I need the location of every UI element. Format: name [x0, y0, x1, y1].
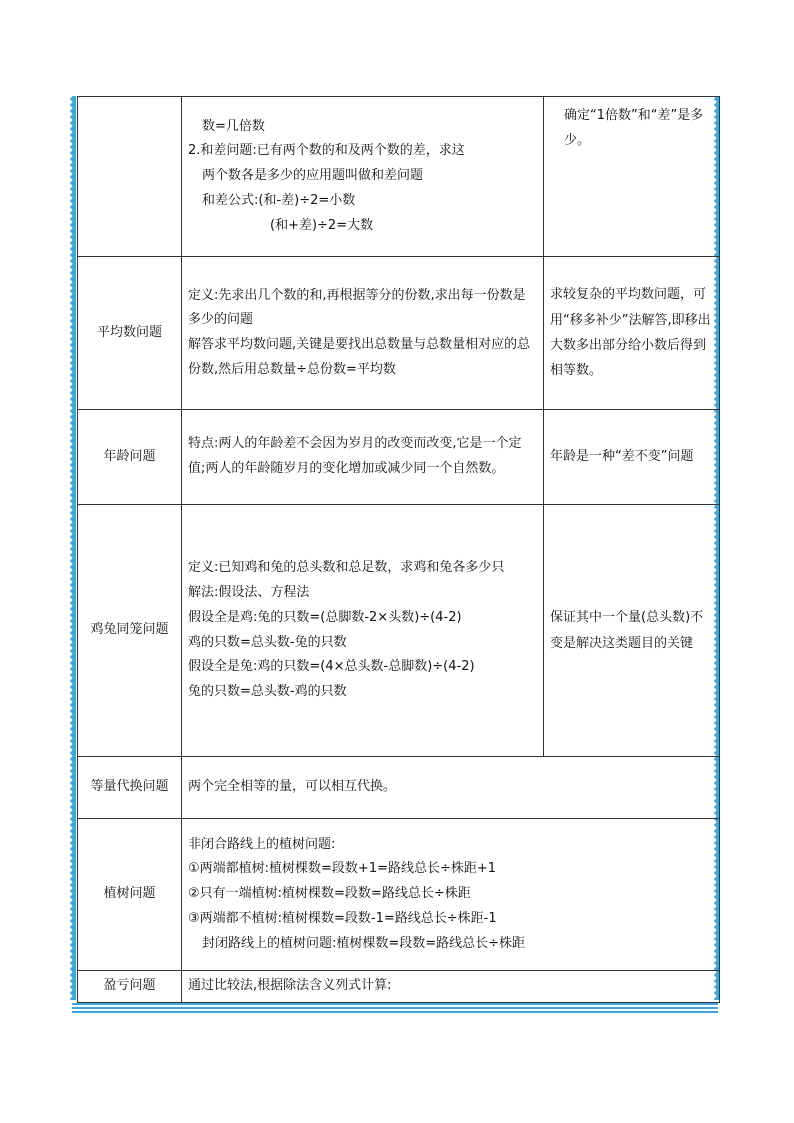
content-line: (和+差)÷2=大数 — [270, 217, 374, 233]
content-line: 两个完全相等的量，可以相互代换。 — [188, 779, 397, 795]
table-row-average — [78, 257, 720, 410]
topic-cell — [78, 97, 182, 257]
content-line: 两个数各是多少的应用题叫做和差问题 — [202, 168, 424, 184]
content-line: ③两端都不植树:植树棵数=段数-1=路线总长÷株距-1 — [188, 910, 497, 926]
table-row-age — [78, 410, 720, 505]
content-line: 鸡的只数=总头数-兔的只数 — [188, 634, 347, 650]
content-line: 数=几倍数 — [202, 118, 265, 134]
content-line: ①两端都植树:植树棵数=段数+1=路线总长÷株距+1 — [188, 861, 497, 877]
tip-text: 保证其中一个量(总头数)不变是解决这类题目的关键 — [550, 610, 704, 651]
topic-cell: 等量代换问题 — [78, 757, 182, 819]
content-line: ②只有一端植树:植树棵数=段数=路线总长÷株距 — [188, 886, 471, 902]
content-cell — [182, 97, 544, 257]
tip-text: 年龄是一种“差不变”问题 — [550, 449, 694, 465]
table-row-chicken-rabbit — [78, 505, 720, 757]
content-line: 兔的只数=总头数-鸡的只数 — [188, 683, 347, 699]
table-row-profit-loss — [78, 971, 720, 1003]
table-row-tree-planting — [78, 819, 720, 971]
topic-cell: 平均数问题 — [78, 257, 182, 410]
content-line: 和差公式:(和-差)÷2=小数 — [202, 192, 356, 208]
content-line: 假设全是鸡:兔的只数=(总脚数-2×头数)÷(4-2) — [188, 609, 462, 625]
content-line: 解答求平均数问题,关键是要找出总数量与总数量相对应的总份数,然后用总数量÷总份数=平均数 — [188, 337, 531, 377]
content-cell — [182, 971, 720, 1003]
content-line: 定义:已知鸡和兔的总头数和总足数，求鸡和兔各多少只 — [188, 560, 505, 576]
content-cell — [182, 410, 544, 505]
knowledge-table — [77, 96, 720, 1003]
page-frame — [72, 96, 718, 1018]
content-line: 假设全是兔:鸡的只数=(4×总头数-总脚数)÷(4-2) — [188, 659, 475, 675]
content-line: 通过比较法,根据除法含义列式计算: — [188, 978, 392, 993]
table-row-substitution — [78, 757, 720, 819]
content-cell — [182, 257, 544, 410]
topic-cell: 鸡兔同笼问题 — [78, 505, 182, 757]
content-cell — [182, 757, 720, 819]
topic-cell: 盈亏问题 — [78, 971, 182, 1003]
topic-cell: 植树问题 — [78, 819, 182, 971]
tip-cell — [544, 505, 720, 757]
content-line: 2.和差问题:已有两个数的和及两个数的差，求这 — [188, 143, 465, 159]
content-line: 定义:先求出几个数的和,再根据等分的份数,求出每一份数是多少的问题 — [188, 287, 526, 328]
tip-cell — [544, 257, 720, 410]
left-border-decoration — [70, 96, 76, 1000]
tip-text: 确定“1倍数”和“差”是多少。 — [564, 108, 704, 149]
tip-cell — [544, 97, 720, 257]
content-line: 非闭合路线上的植树问题: — [188, 836, 336, 852]
tip-cell — [544, 410, 720, 505]
content-line: 封闭路线上的植树问题:植树棵数=段数=路线总长÷株距 — [202, 935, 526, 951]
table-row-hecha — [78, 97, 720, 257]
bottom-border-decoration — [72, 1003, 718, 1015]
content-cell — [182, 819, 720, 971]
tip-text: 求较复杂的平均数问题，可用“移多补少”法解答,即移出大数多出部分给小数后得到相等数。 — [550, 287, 711, 379]
content-line: 特点:两人的年龄差不会因为岁月的改变而改变,它是一个定值;两人的年龄随岁月的变化增加或减少同一个自然数。 — [188, 436, 522, 476]
topic-cell: 年龄问题 — [78, 410, 182, 505]
content-line: 解法:假设法、方程法 — [188, 585, 310, 601]
content-cell — [182, 505, 544, 757]
